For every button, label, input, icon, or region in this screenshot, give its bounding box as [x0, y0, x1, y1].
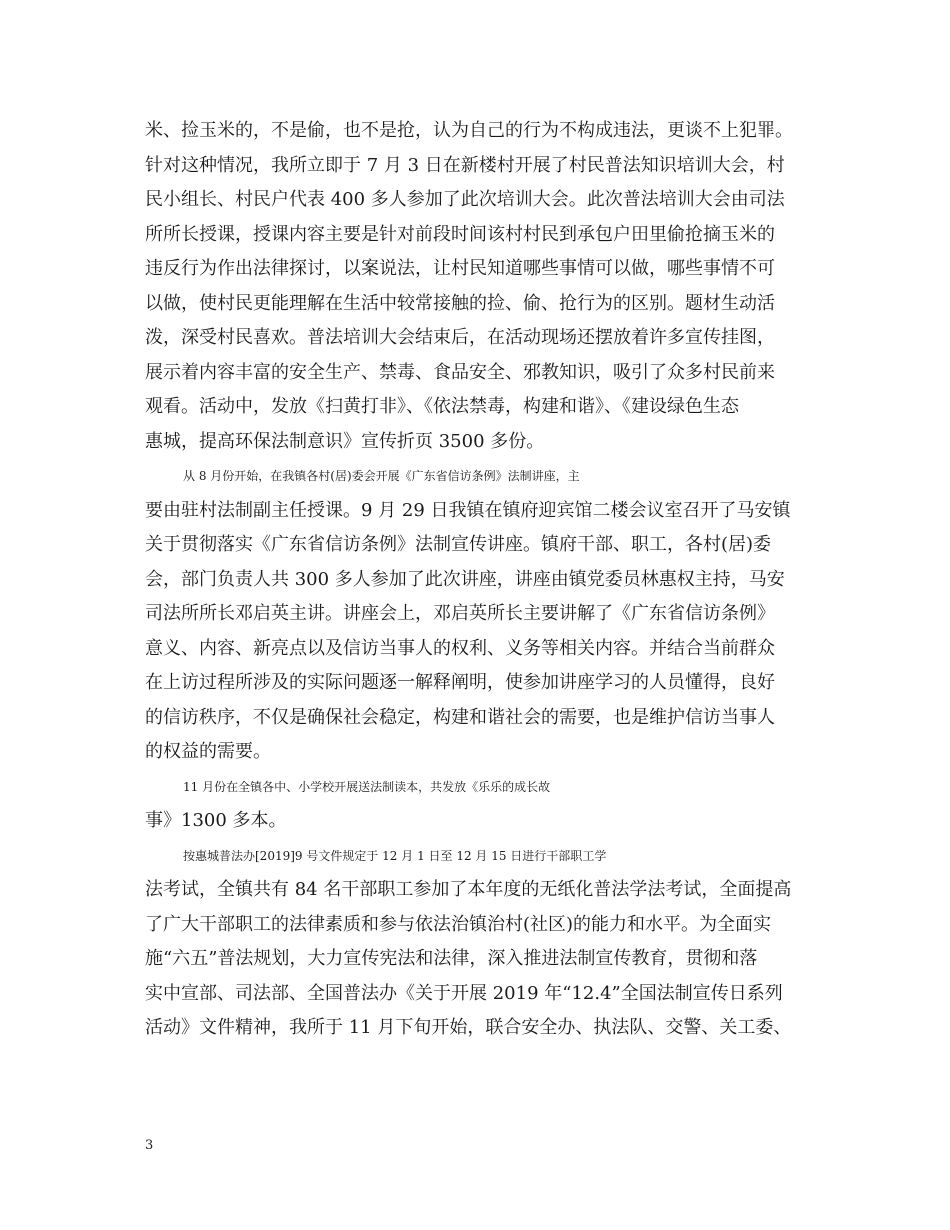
text-line: 违反行为作出法律探讨，以案说法，让村民知道哪些事情可以做，哪些事情不可 [145, 258, 775, 279]
page-number: 3 [145, 1138, 154, 1153]
text-line: 泼，深受村民喜欢。普法培训大会结束后，在活动现场还摆放着许多宣传挂图， [145, 327, 775, 348]
text-line: 在上访过程所涉及的实际问题逐一解释阐明，使参加讲座学习的人员懂得，良好 [145, 672, 775, 693]
text-line: 事》1300 多本。 [145, 810, 287, 831]
text-line: 法考试，全镇共有 84 名干部职工参加了本年度的无纸化普法学法考试，全面提高 [145, 879, 792, 900]
text-line: 针对这种情况，我所立即于 7 月 3 日在新楼村开展了村民普法知识培训大会，村 [145, 154, 785, 176]
text-line: 观看。活动中，发放《扫黄打非》、《依法禁毒，构建和谐》、《建设绿色生态 [145, 396, 739, 417]
text-line: 要由驻村法制副主任授课。9 月 29 日我镇在镇府迎宾馆二楼会议室召开了马安镇 [145, 499, 791, 521]
text-line: 民小组长、村民户代表 400 多人参加了此次培训大会。此次普法培训大会由司法 [145, 189, 785, 210]
text-line: 展示着内容丰富的安全生产、禁毒、食品安全、邪教知识，吸引了众多村民前来 [145, 361, 775, 383]
document-body [145, 114, 815, 1046]
text-line: 会，部门负责人共 300 多人参加了此次讲座，讲座由镇党委员林惠权主持，马安 [145, 568, 785, 590]
text-line: 的信访秩序，不仅是确保社会稳定，构建和谐社会的需要，也是维护信访当事人 [145, 706, 775, 728]
text-line: 惠城，提高环保法制意识》宣传折页 3500 多份。 [145, 430, 545, 452]
text-line: 的权益的需要。 [145, 741, 271, 762]
text-line: 米、捡玉米的，不是偷，也不是抢，认为自己的行为不构成违法，更谈不上犯罪。 [145, 120, 793, 141]
text-line: 11 月份在全镇各中、小学校开展送法制读本，共发放《乐乐的成长故 [183, 779, 551, 794]
text-line: 施“六五”普法规划，大力宣传宪法和法律，深入推进法制宣传教育，贯彻和落 [145, 948, 758, 969]
text-line: 关于贯彻落实《广东省信访条例》法制宣传讲座。镇府干部、职工，各村(居)委 [145, 534, 772, 555]
text-line: 了广大干部职工的法律素质和参与依法治镇治村(社区)的能力和水平。为全面实 [145, 913, 772, 935]
text-line: 实中宣部、司法部、全国普法办《关于开展 2019 年“12.4”全国法制宣传日系列 [145, 982, 783, 1004]
text-line: 按惠城普法办[2019]9 号文件规定于 12 月 1 日至 12 月 15 日进行干部职工学 [183, 848, 607, 863]
text-line: 从 8 月份开始，在我镇各村(居)委会开展《广东省信访条例》法制讲座，主 [183, 469, 580, 483]
text-line: 活动》文件精神，我所于 11 月下旬开始，联合安全办、执法队、交警、关工委、 [145, 1017, 792, 1038]
text-line: 所所长授课，授课内容主要是针对前段时间该村村民到承包户田里偷抢摘玉米的 [145, 223, 775, 245]
text-line: 以做，使村民更能理解在生活中较常接触的捡、偷、抢行为的区别。题材生动活 [145, 292, 775, 314]
text-line: 意义、内容、新亮点以及信访当事人的权利、义务等相关内容。并结合当前群众 [145, 637, 775, 659]
text-line: 司法所所长邓启英主讲。讲座会上，邓启英所长主要讲解了《广东省信访条例》 [145, 603, 775, 624]
